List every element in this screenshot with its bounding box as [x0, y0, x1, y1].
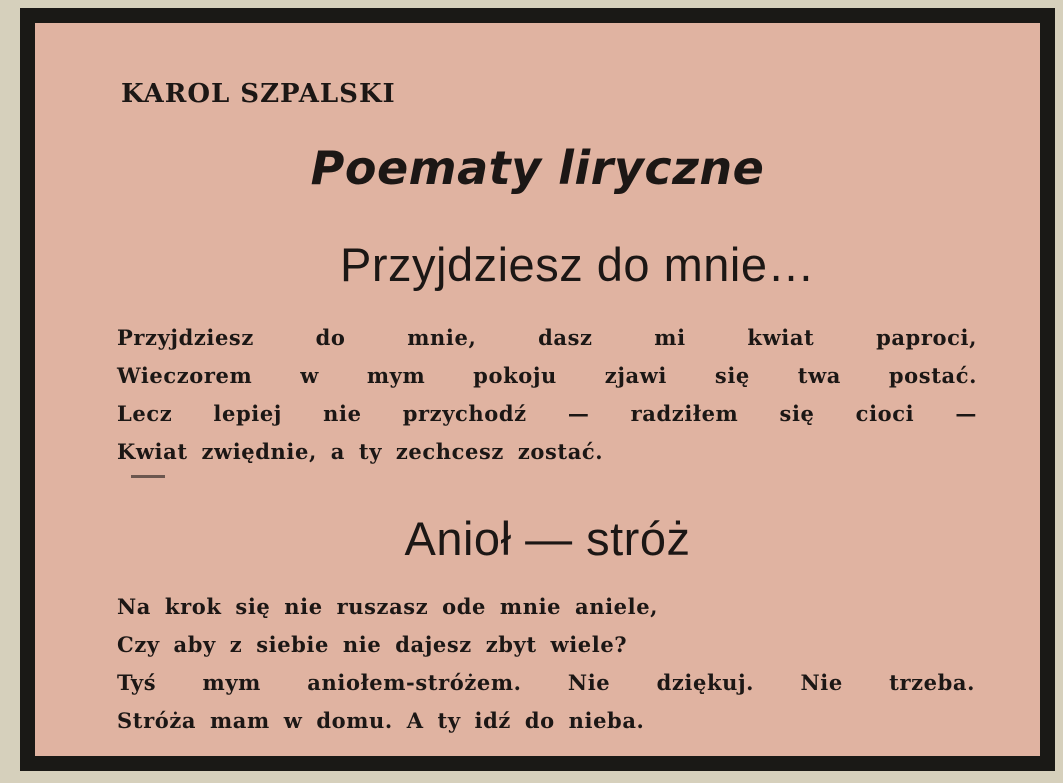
poem-line: Przyjdziesz do mnie, dasz mi kwiat paproci, [117, 325, 977, 350]
poem-title-2: Anioł — stróż [404, 512, 691, 565]
series-title: Poematy liryczne [310, 141, 765, 195]
divider [131, 475, 165, 478]
poem-line: Lecz lepiej nie przychodź — radziłem się cioci — [117, 401, 977, 426]
poem-line: Czy aby z siebie nie dajesz zbyt wiele? [117, 632, 628, 657]
poem-line: Tyś mym aniołem-stróżem. Nie dziękuj. Nie trzeba. [117, 670, 975, 695]
poem-line: Kwiat zwiędnie, a ty zechcesz zostać. [117, 439, 604, 464]
bordered-box [20, 8, 1055, 771]
poem-title-1: Przyjdziesz do mnie… [340, 238, 815, 291]
poem-1-stanza [117, 319, 977, 471]
poem-line: Wieczorem w mym pokoju zjawi się twa postać. [117, 363, 977, 388]
poem-line: Stróża mam w domu. A ty idź do nieba. [117, 708, 645, 733]
poem-line: Na krok się nie ruszasz ode mnie aniele, [117, 594, 659, 619]
author-name: KAROL SZPALSKI [121, 79, 396, 109]
poem-2-stanza [117, 588, 975, 740]
